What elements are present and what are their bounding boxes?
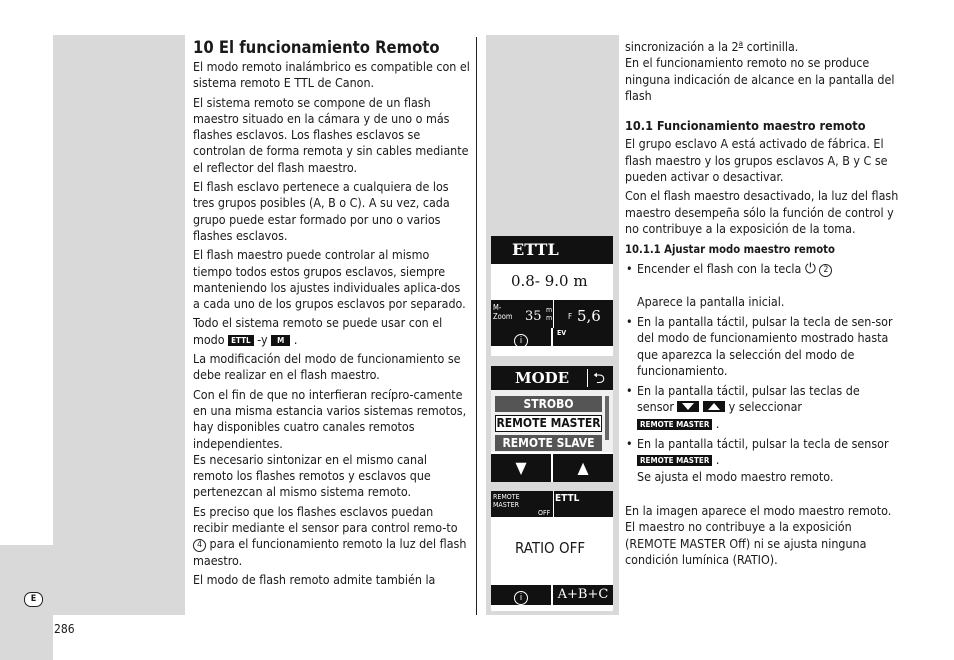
- groups-button[interactable]: A+B+C: [553, 585, 613, 605]
- menu-header: [491, 366, 613, 390]
- text: sincronización a la 2: [625, 39, 739, 55]
- mode-bar[interactable]: [491, 236, 613, 264]
- subsection-title: 10.1 Funcionamiento maestro remoto: [625, 118, 866, 134]
- subsubsection-title: 10.1.1 Ajustar modo maestro remoto: [625, 243, 835, 257]
- separator: [553, 491, 554, 517]
- power-icon: ⏻: [804, 261, 816, 278]
- text: Se ajusta el modo maestro remoto.: [637, 468, 834, 484]
- down-key-icon: [677, 401, 699, 412]
- callout-number: 2: [819, 264, 832, 277]
- menu-title: MODE: [515, 369, 570, 387]
- flash-screen-remote-master: [491, 491, 613, 611]
- paragraph: [625, 36, 900, 55]
- text: .: [712, 415, 720, 431]
- text: .: [712, 452, 720, 468]
- left-margin-band: [53, 35, 185, 615]
- text: En la pantalla táctil, pulsar la tecla de sensor: [637, 436, 889, 452]
- back-icon[interactable]: ⮌: [593, 369, 606, 387]
- zoom-unit: m m: [546, 306, 553, 322]
- text: En la pantalla táctil, pulsar las teclas de sensor: [637, 383, 860, 415]
- text: Encender el flash con la tecla: [637, 261, 805, 277]
- remote-master-label: REMOTE MASTER: [493, 493, 520, 509]
- paragraph: El flash esclavo pertenece a cualquiera de los tres grupos posibles (A, B o C). A su vez, cada grupo puede estar formado por uno o varios flashes esclavos.: [193, 179, 450, 243]
- ev-button[interactable]: [553, 328, 613, 346]
- paragraph: El modo remoto inalámbrico es compatible con el sistema remoto E TTL de Canon.: [193, 59, 470, 91]
- language-badge: E: [24, 592, 43, 607]
- remote-master-key: REMOTE MASTER: [637, 455, 712, 466]
- text: Es preciso que los flashes esclavos puedan recibir mediante el sensor para control remo-to: [193, 503, 458, 536]
- menu-item-remote-slave[interactable]: REMOTE SLAVE: [495, 435, 602, 451]
- callout-number: 4: [193, 539, 206, 552]
- text: Aparece la pantalla inicial.: [637, 293, 785, 309]
- left-column: [193, 38, 470, 591]
- range-value: 0.8- 9.0 m: [511, 272, 588, 290]
- scroll-down-button[interactable]: [491, 454, 551, 482]
- paragraph: Con el flash maestro desactivado, la luz del flash maestro desempeña sólo la función de control y no contribuye a la exposición de la toma.: [625, 188, 899, 236]
- text: para el funcionamiento remoto la luz del flash maestro.: [193, 536, 467, 568]
- remote-master-key: REMOTE MASTER: [637, 419, 712, 430]
- steps-list: [625, 261, 900, 485]
- paragraph: El flash maestro puede controlar al mismo tiempo todos estos grupos esclavos, siempre manteniendo los ajustes individuales aplica-dos a cada uno de los grupos esclavos por separado.: [193, 247, 466, 312]
- right-column: [625, 36, 900, 571]
- text: y seleccionar: [725, 399, 802, 415]
- status-bar: [491, 491, 613, 517]
- paragraph: [193, 504, 470, 569]
- menu-item-strobo[interactable]: STROBO: [495, 396, 602, 412]
- paragraph: En la imagen aparece el modo maestro remoto. El maestro no contribuye a la exposición (REMOTE MASTER Off) ni se ajusta ninguna condición lumínica (RATIO).: [625, 502, 892, 567]
- list-item: [625, 436, 900, 485]
- ettl-key: ETTL: [228, 335, 254, 346]
- paragraph: Es necesario sintonizar en el mismo canal remoto los flashes remotos y esclavos que pertenezcan al mismo sistema remoto.: [193, 451, 431, 500]
- paragraph: En el funcionamiento remoto no se produce ninguna indicación de alcance en la pantalla del flash: [625, 55, 895, 104]
- flash-screen-mode-menu: [491, 366, 613, 482]
- aperture-value: 5,6: [577, 307, 601, 325]
- list-item: • En la pantalla táctil, pulsar la tecla de sen-sor del modo de funcionamiento mostrado hasta que aparezca la selección del modo de funcionamiento.: [625, 314, 900, 379]
- info-button[interactable]: [491, 585, 551, 605]
- zoom-label: M- Zoom: [493, 303, 513, 321]
- up-arrow-icon: ▲: [577, 458, 589, 477]
- list-item: [625, 261, 900, 310]
- off-label: OFF: [538, 509, 551, 517]
- ratio-area: [491, 517, 613, 582]
- superscript: a: [738, 39, 744, 48]
- text: cortinilla.: [743, 39, 799, 55]
- info-icon: i: [514, 334, 528, 348]
- paragraph: La modificación del modo de funcionamiento se debe realizar en el flash maestro.: [193, 351, 461, 383]
- paragraph: El modo de flash remoto admite también la: [193, 571, 436, 587]
- text: -y: [253, 331, 272, 347]
- f-label: F: [568, 312, 573, 321]
- separator: [587, 369, 588, 387]
- text: .: [290, 331, 298, 347]
- up-key-icon: [703, 401, 725, 412]
- ratio-label: RATIO OFF: [515, 539, 586, 557]
- scroll-up-button[interactable]: [553, 454, 613, 482]
- ettl-label: ETTL: [555, 493, 580, 504]
- info-button[interactable]: [491, 328, 551, 346]
- mode-label: ETTL: [512, 240, 559, 259]
- paragraph: [193, 315, 470, 348]
- list-item: [625, 383, 900, 432]
- ev-label: EV: [557, 329, 567, 337]
- paragraph: El grupo esclavo A está activado de fábrica. El flash maestro y los grupos esclavos A, B y C se pueden activar o desactivar.: [625, 136, 888, 184]
- menu-list: [491, 390, 613, 452]
- zoom-value: 35: [525, 309, 542, 324]
- separator: [553, 300, 554, 328]
- paragraph: Con el fin de que no interfieran recípro-camente en una misma estancia varios sistemas remotos, hay disponibles cuatro canales remotos independientes.: [193, 386, 467, 451]
- range-area: [491, 264, 613, 300]
- manual-key: M: [271, 335, 290, 346]
- section-title: 10 El funcionamiento Remoto: [193, 38, 440, 57]
- page-number: 286: [54, 622, 75, 636]
- scrollbar[interactable]: [605, 396, 609, 440]
- down-arrow-icon: ▼: [515, 458, 527, 477]
- paragraph: El sistema remoto se compone de un flash maestro situado en la cámara y de uno o más flashes esclavos. Los flashes esclavos se controlan de forma remota y sin cables mediante el reflector del flash maestro.: [193, 94, 469, 175]
- column-divider: [476, 37, 477, 615]
- text: Todo el sistema remoto se puede usar con el modo: [193, 315, 443, 347]
- flash-screen-ettl: [491, 236, 613, 356]
- zoom-aperture-bar: [491, 300, 613, 328]
- menu-item-remote-master[interactable]: REMOTE MASTER: [496, 416, 601, 430]
- info-icon: i: [514, 591, 528, 605]
